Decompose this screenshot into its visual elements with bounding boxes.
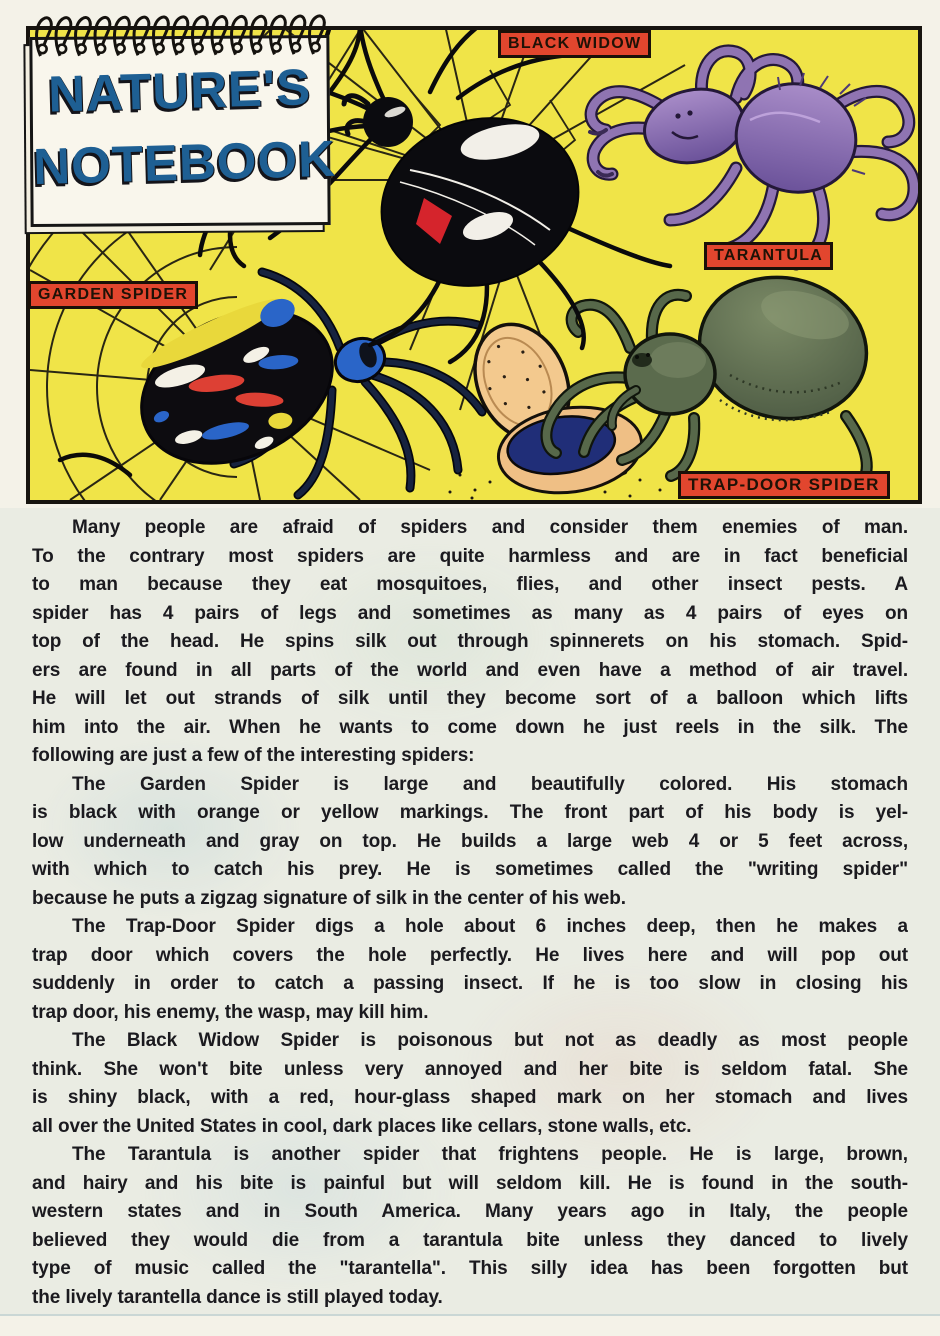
- text-line: because he puts a zigzag signature of silk in the center of his web.: [32, 887, 626, 909]
- text-line: He will let out strands of silk until they become sort of a balloon which lifts: [32, 688, 908, 709]
- text-line: The Trap-Door Spider digs a hole about 6 inches deep, then he makes a: [72, 916, 908, 937]
- label-tarantula: TARANTULA: [704, 242, 833, 270]
- text-line: western states and in South America. Many years ago in Italy, the people: [32, 1201, 908, 1222]
- text-line: and hairy and his bite is painful but will seldom kill. He is found in the south-: [32, 1172, 908, 1194]
- text-line: trap door, his enemy, the wasp, may kill him.: [32, 1001, 429, 1023]
- text-line: is black with orange or yellow markings. The front part of his body is yel-: [32, 802, 908, 823]
- notebook-title-line2: NOTEBOOK: [32, 129, 337, 196]
- text-line: is shiny black, with a red, hour-glass shaped mark on her stomach and lives: [32, 1087, 908, 1108]
- label-black-widow: BLACK WIDOW: [498, 30, 651, 58]
- paragraph-black-widow: [32, 1027, 908, 1170]
- label-trap-door-spider: TRAP-DOOR SPIDER: [678, 471, 890, 499]
- text-line: type of music called the "tarantella". This silly idea has been forgotten but: [32, 1258, 908, 1279]
- text-line: To the contrary most spiders are quite harmless and are in fact beneficial: [32, 545, 908, 567]
- label-garden-spider: GARDEN SPIDER: [28, 281, 198, 309]
- text-line: the lively tarantella dance is still played today.: [32, 1286, 443, 1308]
- text-line: to man because they eat mosquitoes, flies, and other insect pests. A: [32, 574, 908, 595]
- text-line: him into the air. When he wants to come down he just reels in the silk. The: [32, 716, 908, 738]
- text-line: ers are found in all parts of the world and even have a method of air travel.: [32, 659, 908, 681]
- text-line: low underneath and gray on top. He builds a large web 4 or 5 feet across,: [32, 830, 908, 852]
- article-text: [32, 514, 908, 1312]
- article-band: [0, 508, 940, 1316]
- text-line: The Garden Spider is large and beautifully colored. His stomach: [72, 773, 908, 795]
- text-line: suddenly in order to catch a passing insect. If he is too slow in closing his: [32, 973, 908, 994]
- text-line: think. She won't bite unless very annoyed and her bite is seldom fatal. She: [32, 1058, 908, 1080]
- text-line: The Black Widow Spider is poisonous but not as deadly as most people: [72, 1030, 908, 1051]
- text-line: spider has 4 pairs of legs and sometimes as many as 4 pairs of eyes on: [32, 602, 908, 624]
- text-line: all over the United States in cool, dark places like cellars, stone walls, etc.: [32, 1115, 692, 1137]
- spiral-binding: [32, 10, 332, 58]
- paragraph-intro: [32, 514, 908, 771]
- paragraph-garden-spider: [32, 771, 908, 914]
- text-line: Many people are afraid of spiders and consider them enemies of man.: [72, 517, 908, 538]
- notebook-pad: [29, 35, 337, 227]
- paragraph-tarantula: [32, 1170, 908, 1313]
- tarantula-illustration: [590, 51, 914, 264]
- text-line: top of the head. He spins silk out through spinnerets on his stomach. Spid-: [32, 631, 908, 652]
- text-line: trap door which covers the hole perfectly. He lives here and will pop out: [32, 944, 908, 966]
- notebook-title-line1: NATURE'S: [47, 58, 312, 123]
- text-line: believed they would die from a tarantula bite unless they danced to lively: [32, 1229, 908, 1251]
- paragraph-trap-door-spider: [32, 913, 908, 1027]
- text-line: following are just a few of the interesting spiders:: [32, 745, 475, 766]
- text-line: The Tarantula is another spider that frightens people. He is large, brown,: [72, 1144, 908, 1165]
- text-line: with which to catch his prey. He is sometimes called the "writing spider": [32, 859, 908, 880]
